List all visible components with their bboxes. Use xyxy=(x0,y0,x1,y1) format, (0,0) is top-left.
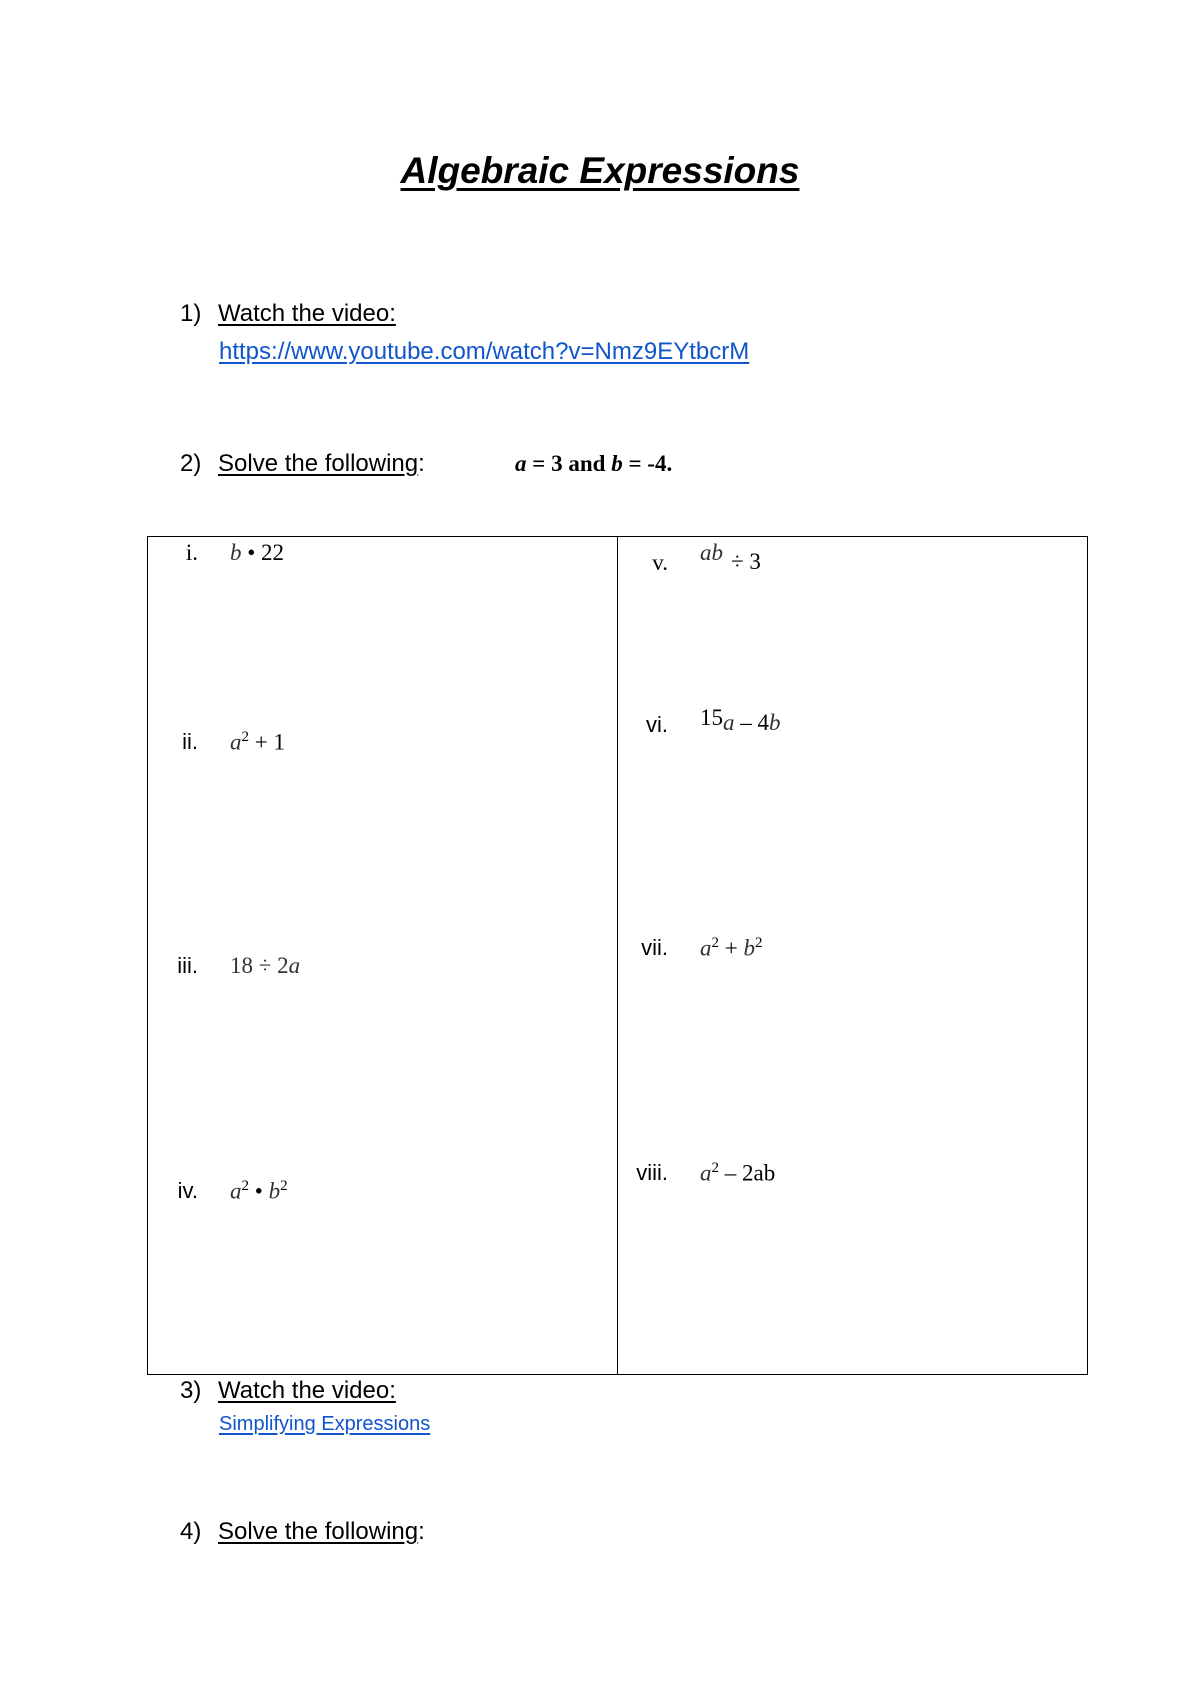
question-i xyxy=(185,540,285,566)
expr-middle: + xyxy=(719,935,744,961)
expr-prefix: 18 ÷ 2 xyxy=(230,953,289,978)
video-link-2[interactable]: Simplifying Expressions xyxy=(219,1413,431,1435)
expr-exponent: 2 xyxy=(241,1178,249,1194)
question-numeral: iv. xyxy=(177,1178,198,1203)
expr-variable-2: b xyxy=(743,935,755,961)
expr-rest: – 2ab xyxy=(719,1160,776,1186)
given-a-value: = 3 and xyxy=(526,451,612,476)
instruction-colon: : xyxy=(418,450,425,477)
instruction-number: 4) xyxy=(180,1518,202,1545)
expr-rest: ÷ 3 xyxy=(731,549,761,574)
expr-middle: – 4 xyxy=(734,710,769,735)
question-table xyxy=(147,536,1088,1375)
video-link-1[interactable]: https://www.youtube.com/watch?v=Nmz9EYtbcrM xyxy=(219,338,750,365)
variable-a: a xyxy=(515,451,527,476)
question-numeral: vii. xyxy=(641,935,668,960)
instruction-number: 3) xyxy=(180,1377,202,1404)
question-iii xyxy=(177,953,301,979)
expr-exponent-2: 2 xyxy=(754,935,763,951)
expr-variable-2: b xyxy=(769,710,781,735)
question-numeral: v. xyxy=(652,550,668,575)
expr-rest: + 1 xyxy=(249,729,285,755)
expr-prefix: 15 xyxy=(700,705,723,730)
expr-variable: a xyxy=(700,1160,712,1186)
expr-exponent: 2 xyxy=(241,729,249,745)
question-numeral: viii. xyxy=(636,1160,668,1185)
expr-variable: a xyxy=(700,935,712,961)
expr-variable: b xyxy=(230,540,242,565)
instruction-1 xyxy=(180,300,396,328)
expr-variable: ab xyxy=(700,540,723,565)
page-title: Algebraic Expressions xyxy=(400,150,800,191)
question-iv xyxy=(177,1178,288,1205)
instruction-number: 2) xyxy=(180,450,202,477)
question-v xyxy=(652,540,761,575)
question-numeral: iii. xyxy=(177,953,198,978)
expr-variable: a xyxy=(723,710,735,735)
question-viii xyxy=(636,1160,776,1187)
instruction-2 xyxy=(180,450,425,478)
instruction-label: Solve the following xyxy=(218,450,419,477)
instruction-4 xyxy=(180,1518,425,1546)
question-numeral: i. xyxy=(185,540,198,565)
expr-variable: a xyxy=(288,953,301,978)
instruction-colon: : xyxy=(418,1518,425,1545)
instruction-number: 1) xyxy=(180,300,202,327)
question-vii xyxy=(641,935,763,962)
question-numeral: ii. xyxy=(182,729,198,754)
question-ii xyxy=(182,729,285,756)
expr-variable: a xyxy=(230,729,242,755)
column-divider xyxy=(617,537,618,1374)
given-values xyxy=(515,451,672,477)
expr-exponent: 2 xyxy=(711,1160,719,1176)
instruction-label: Watch the video: xyxy=(218,300,396,327)
expr-exponent: 2 xyxy=(711,935,719,951)
instruction-label: Solve the following xyxy=(218,1518,419,1545)
variable-b: b xyxy=(611,451,623,476)
expr-middle: • xyxy=(249,1178,269,1204)
instruction-3 xyxy=(180,1377,396,1405)
expr-rest: • 22 xyxy=(241,540,285,565)
expr-exponent-2: 2 xyxy=(280,1178,288,1194)
question-vi xyxy=(646,705,781,737)
question-numeral: vi. xyxy=(646,712,668,737)
instruction-label: Watch the video: xyxy=(218,1377,396,1404)
expr-variable-2: b xyxy=(268,1178,281,1204)
expr-variable: a xyxy=(230,1178,242,1204)
given-b-value: = -4. xyxy=(622,451,673,476)
